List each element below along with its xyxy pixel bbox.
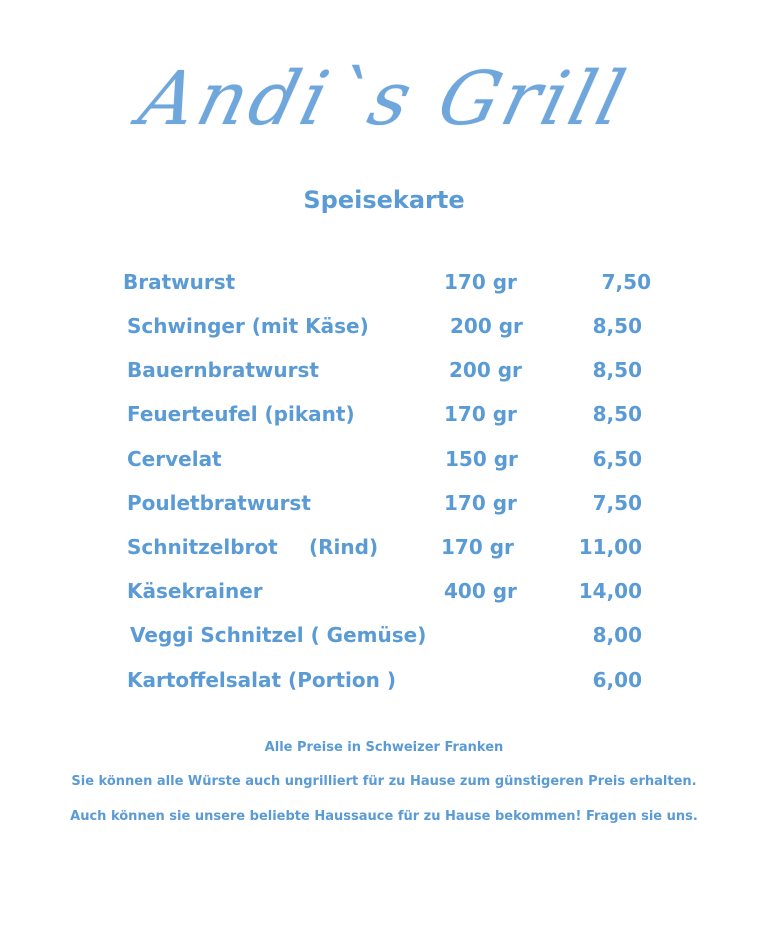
item-quantity: 170 gr bbox=[444, 402, 517, 426]
item-quantity: 170 gr bbox=[441, 535, 514, 559]
item-price: 8,50 bbox=[592, 402, 642, 426]
item-name: Pouletbratwurst bbox=[127, 491, 311, 515]
item-quantity: 200 gr bbox=[450, 314, 523, 338]
item-quantity: 200 gr bbox=[449, 358, 522, 382]
item-price: 7,50 bbox=[601, 270, 651, 294]
menu-item bbox=[0, 267, 768, 297]
menu-heading: Speisekarte bbox=[303, 186, 465, 214]
menu-item bbox=[0, 355, 768, 385]
item-name: Käsekrainer bbox=[127, 579, 263, 603]
menu-item bbox=[0, 488, 768, 518]
sauce-note: Auch können sie unsere beliebte Haussauce für zu Hause bekommen! Fragen sie uns. bbox=[70, 809, 698, 824]
item-price: 8,00 bbox=[592, 623, 642, 647]
item-name: Feuerteufel (pikant) bbox=[127, 402, 355, 426]
item-name: Veggi Schnitzel ( Gemüse) bbox=[130, 623, 427, 647]
item-quantity: 400 gr bbox=[444, 579, 517, 603]
item-price: 6,00 bbox=[592, 668, 642, 692]
menu-item bbox=[0, 665, 768, 695]
item-name: Schwinger (mit Käse) bbox=[127, 314, 369, 338]
item-price: 14,00 bbox=[578, 579, 642, 603]
takeaway-note: Sie können alle Würste auch ungrilliert für zu Hause zum günstigeren Preis erhalten. bbox=[71, 774, 697, 789]
item-price: 8,50 bbox=[592, 358, 642, 382]
item-quantity: 170 gr bbox=[444, 270, 517, 294]
item-extra: (Rind) bbox=[309, 535, 379, 559]
menu-item bbox=[0, 444, 768, 474]
menu-item bbox=[0, 399, 768, 429]
item-name: Kartoffelsalat (Portion ) bbox=[127, 668, 396, 692]
item-quantity: 170 gr bbox=[444, 491, 517, 515]
item-name: Cervelat bbox=[127, 447, 222, 471]
menu-item bbox=[0, 532, 768, 562]
item-name: Schnitzelbrot bbox=[127, 535, 278, 559]
item-name: Bauernbratwurst bbox=[127, 358, 319, 382]
restaurant-name: Andi`s Grill bbox=[131, 56, 637, 142]
item-name: Bratwurst bbox=[123, 270, 236, 294]
item-price: 6,50 bbox=[592, 447, 642, 471]
item-price: 7,50 bbox=[592, 491, 642, 515]
item-price: 8,50 bbox=[592, 314, 642, 338]
menu-item bbox=[0, 576, 768, 606]
menu-item bbox=[0, 311, 768, 341]
currency-note: Alle Preise in Schweizer Franken bbox=[264, 740, 504, 755]
item-price: 11,00 bbox=[578, 535, 642, 559]
menu-item bbox=[0, 620, 768, 650]
item-quantity: 150 gr bbox=[445, 447, 518, 471]
